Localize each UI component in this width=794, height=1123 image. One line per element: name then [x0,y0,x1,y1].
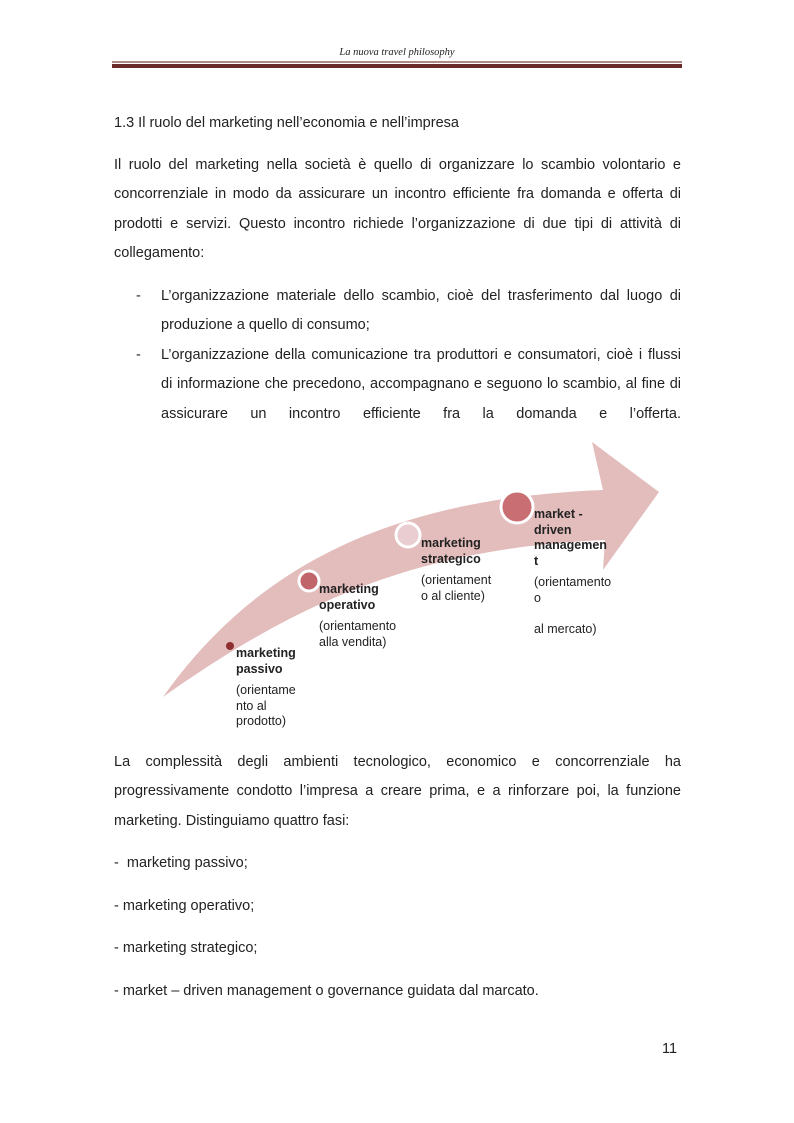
stage-dot-operativo [299,571,319,591]
stage-desc-line: alla vendita) [319,634,387,649]
paragraph-line: concorrenziale in modo da assicurare un incontro efficiente fra domanda e offerta di [114,186,681,203]
paragraph-line: marketing. Distinguiamo quattro fasi: [114,812,350,829]
stage-desc-line: o al cliente) [421,588,485,603]
bullet-line: L’organizzazione materiale dello scambio, cioè del trasferimento dal luogo di [161,288,681,304]
paragraph-line: collegamento: [114,244,205,261]
phase-item: - marketing strategico; [114,940,258,956]
stage-description [421,573,511,604]
section-heading: 1.3 Il ruolo del marketing nell’economia e nell’impresa [114,115,459,131]
stage-name-line: t [534,553,539,568]
stage-label [319,582,419,650]
running-header: La nuova travel philosophy [339,47,455,58]
stage-desc-line: prodotto) [236,714,287,728]
stage-desc-line: (orientament [421,573,492,587]
stage-name [534,507,629,569]
complexity-paragraph [114,748,681,836]
stage-name-line: marketing [319,582,379,596]
stage-desc-line: (orientame [236,683,296,697]
stage-dot-passivo [226,642,234,650]
stage-name [319,582,419,613]
phase-item: - market – driven management o governance guidata dal marcato. [114,983,539,999]
phase-item: - marketing operativo; [114,898,255,914]
phase-item: - marketing passivo; [114,855,248,871]
stage-name-line: driven [534,522,572,537]
bullet-dash: - [136,347,141,363]
stage-description [236,683,326,730]
bullet-line: L’organizzazione della comunicazione tra produttori e consumatori, cioè i flussi [161,347,681,363]
bullet-dash: - [136,288,141,304]
stage-desc-line [534,606,629,622]
stage-desc-line: o [534,590,541,605]
paragraph-line: La complessità degli ambienti tecnologico, economico e concorrenziale ha [114,754,681,770]
paragraph-line: progressivamente condotto l’impresa a creare prima, e a rinforzare poi, la funzione [114,783,681,800]
stage-dot-market-driven [501,491,533,523]
stage-desc-line: nto al [236,698,267,713]
stage-name-line: strategico [421,551,481,566]
stage-description [319,619,419,650]
bullet-line: di informazione che precedono, accompagnano e seguono lo scambio, al fine di [161,376,681,393]
paragraph-line: prodotti e servizi. Questo incontro richiede l’organizzazione di due tipi di attività di [114,215,681,232]
stage-desc-line: al mercato) [534,621,597,636]
stage-description [534,575,629,637]
page-number: 11 [662,1041,678,1057]
stage-dot-strategico [396,523,420,547]
stage-name [236,646,326,677]
stage-label [534,507,629,637]
stage-label [236,646,326,730]
stage-desc-line: (orientamento [319,619,397,633]
stage-name-line: market - [534,507,583,521]
stage-name-line: operativo [319,597,376,612]
stage-name-line: marketing [421,536,481,550]
stage-name-line: passivo [236,661,283,676]
stage-name-line: managemen [534,538,607,552]
stage-name-line: marketing [236,646,296,660]
stage-name [421,536,511,567]
stage-label [421,536,511,604]
bullet-line: assicurare un incontro efficiente fra la domanda e l’offerta. [161,405,681,422]
bullet-line: produzione a quello di consumo; [161,317,370,334]
paragraph-line: Il ruolo del marketing nella società è quello di organizzare lo scambio volontario e [114,157,681,173]
stage-desc-line: (orientamento [534,575,612,589]
